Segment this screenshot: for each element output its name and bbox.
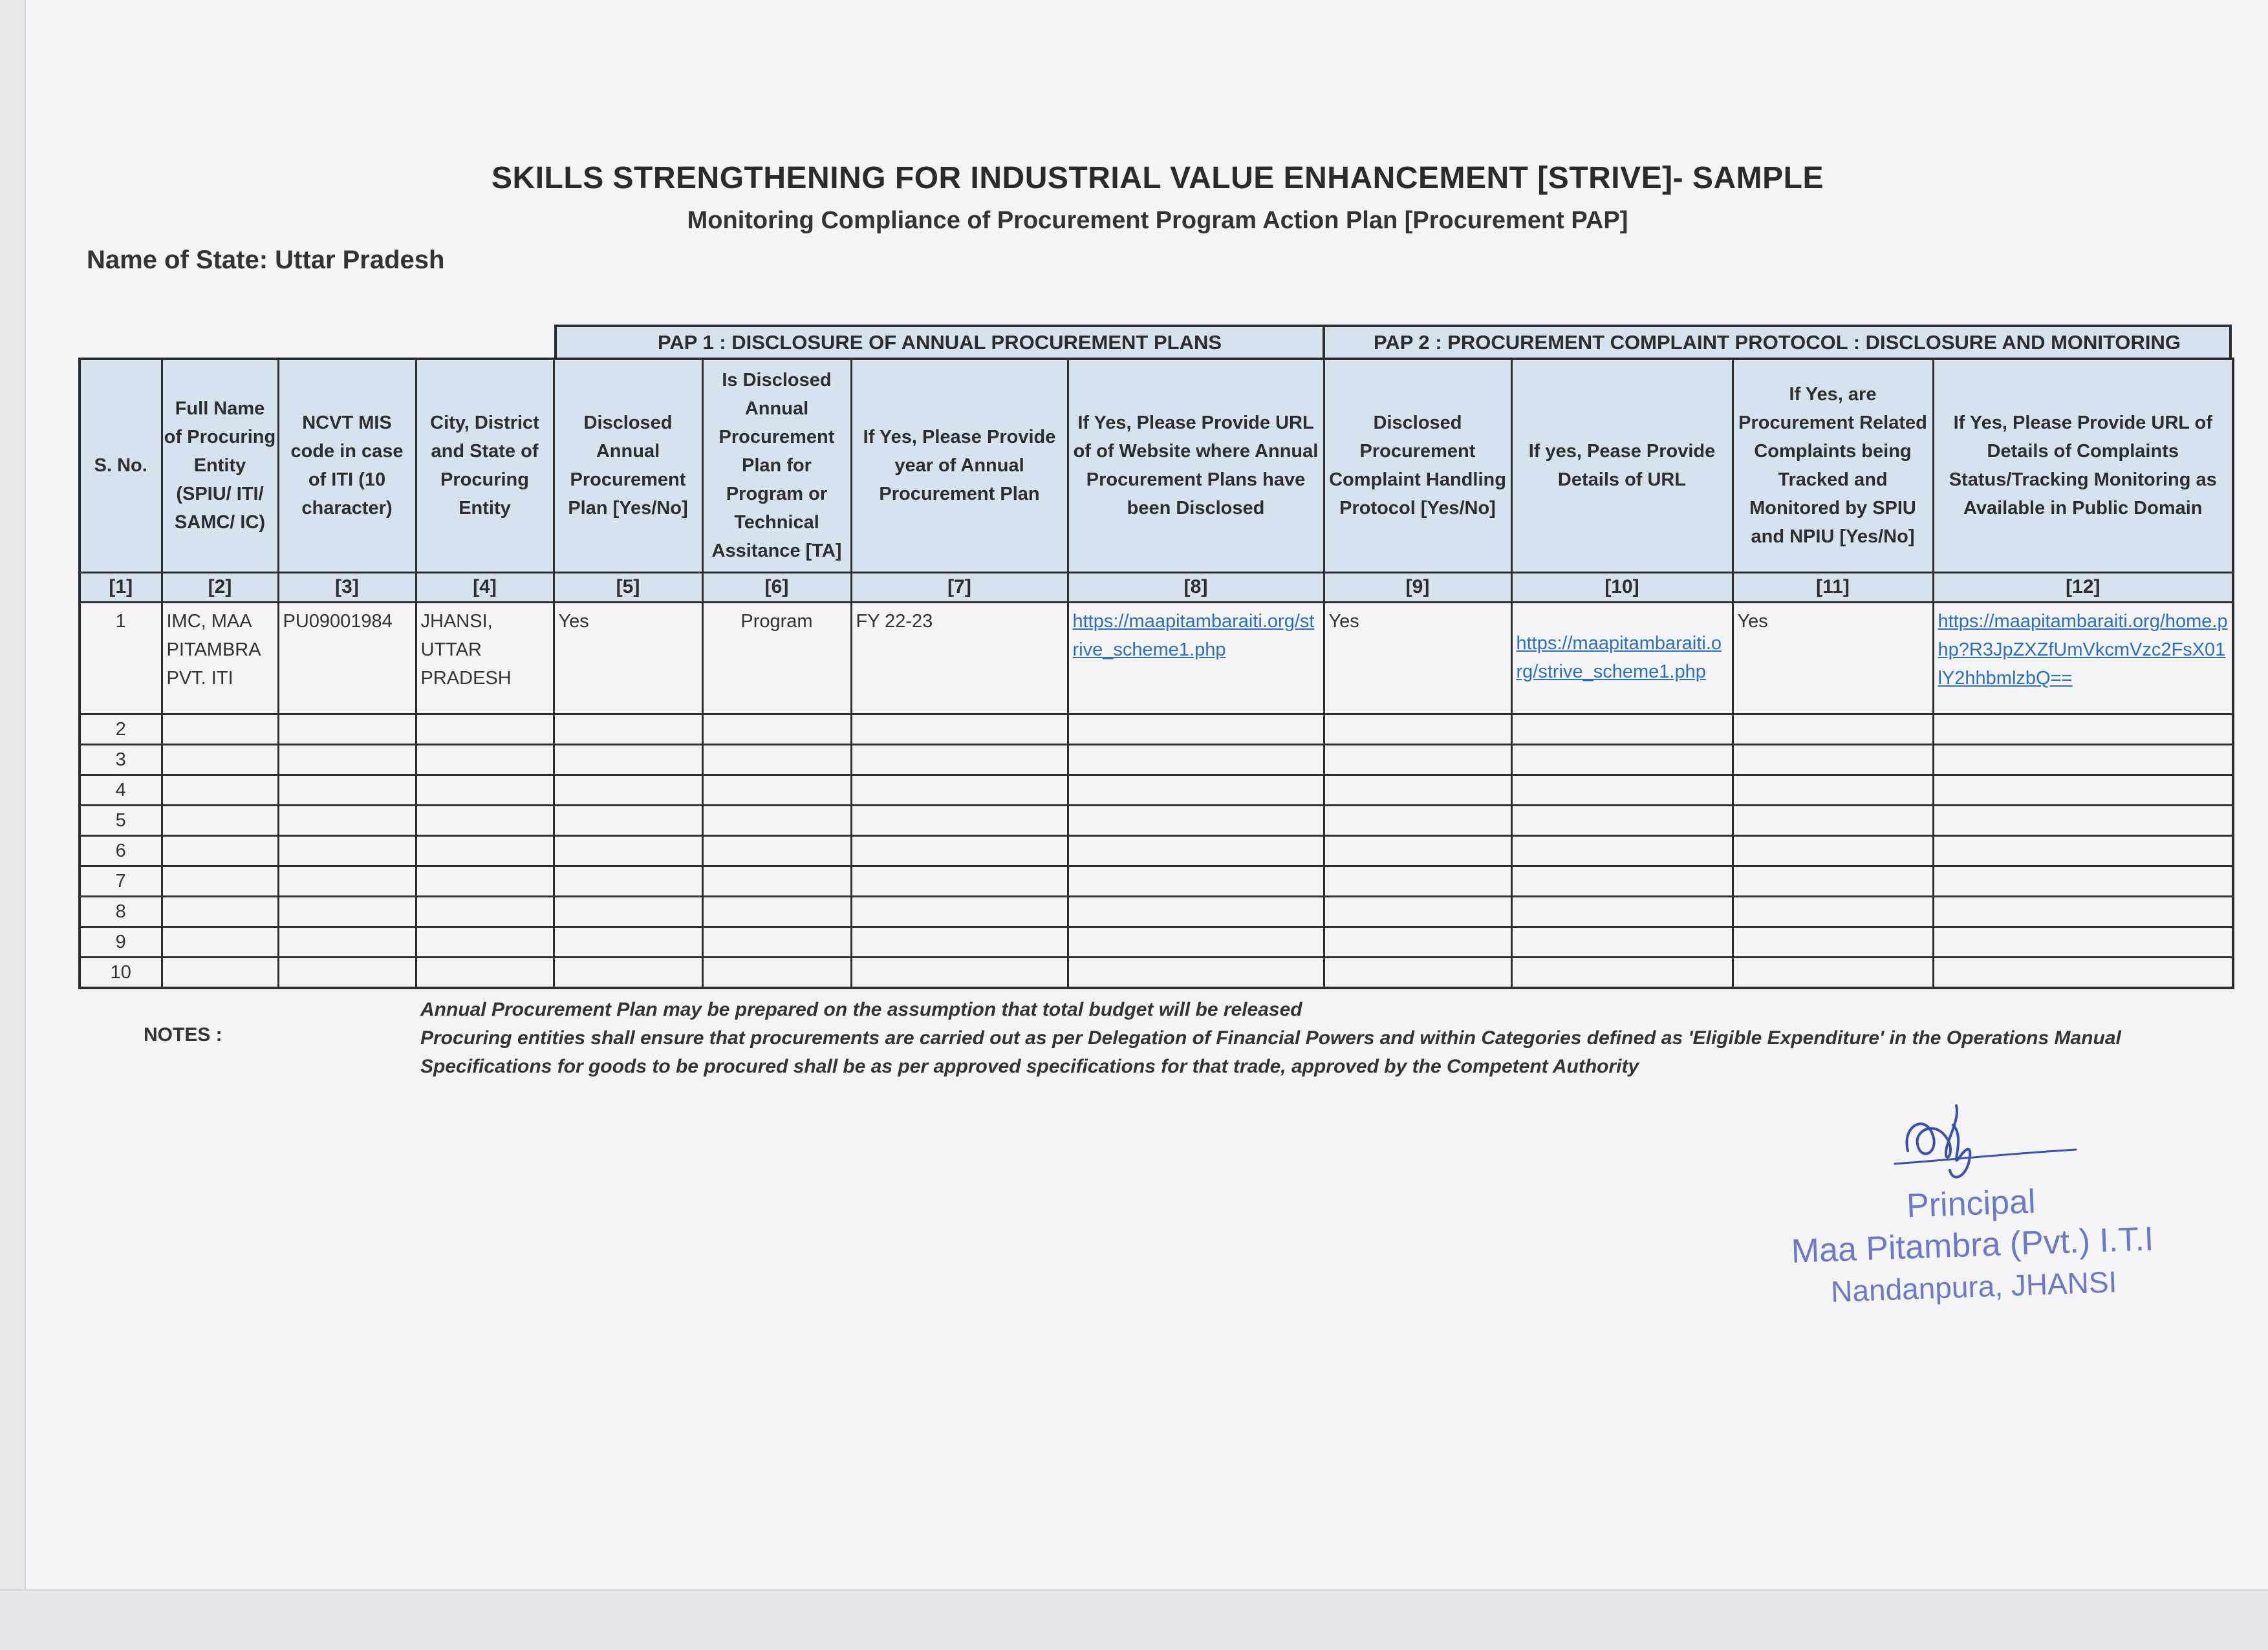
cell-year: FY 22-23 xyxy=(851,602,1068,714)
cell-empty xyxy=(1068,805,1324,835)
cell-empty xyxy=(702,927,851,957)
cell-sno: 4 xyxy=(80,775,162,805)
cell-url-status xyxy=(1933,602,2233,714)
cell-empty xyxy=(1324,896,1511,927)
cell-empty xyxy=(1733,927,1933,957)
cell-empty xyxy=(1324,835,1511,866)
cell-empty xyxy=(851,775,1068,805)
cell-empty xyxy=(416,866,554,896)
col-header-city: City, District and State of Procuring Entity xyxy=(416,359,554,572)
cell-empty xyxy=(702,896,851,927)
cell-ncvt: PU09001984 xyxy=(278,602,416,714)
notes-block xyxy=(420,996,2121,1081)
cell-empty xyxy=(1733,835,1933,866)
stamp-line: Maa Pitambra (Pvt.) I.T.I xyxy=(1790,1220,2155,1270)
principal-stamp xyxy=(1738,1175,2207,1315)
cell-empty xyxy=(1933,775,2233,805)
cell-empty xyxy=(702,866,851,896)
cell-empty xyxy=(1324,744,1511,775)
col-header-sno: S. No. xyxy=(80,359,162,572)
notes-label: NOTES : xyxy=(144,1024,222,1045)
cell-empty xyxy=(1511,714,1733,744)
cell-empty xyxy=(278,927,416,957)
cell-disclosed: Yes xyxy=(554,602,702,714)
cell-empty xyxy=(162,714,278,744)
col-number: [2] xyxy=(162,572,278,602)
cell-empty xyxy=(1068,714,1324,744)
cell-empty xyxy=(1068,835,1324,866)
document-title: SKILLS STRENGTHENING FOR INDUSTRIAL VALUE ENHANCEMENT [STRIVE]- SAMPLE xyxy=(491,161,1824,195)
cell-empty xyxy=(554,835,702,866)
url-plans-link[interactable]: https://maapitambaraiti.org/strive_scheme1.php xyxy=(1072,610,1315,660)
cell-empty xyxy=(162,957,278,988)
cell-tracked: Yes xyxy=(1733,602,1933,714)
cell-empty xyxy=(1324,775,1511,805)
cell-empty xyxy=(1511,805,1733,835)
table-row xyxy=(80,866,2233,896)
cell-empty xyxy=(702,775,851,805)
cell-program-ta: Program xyxy=(702,602,851,714)
col-number: [12] xyxy=(1933,572,2233,602)
cell-empty xyxy=(1933,866,2233,896)
cell-empty xyxy=(1511,775,1733,805)
cell-empty xyxy=(416,744,554,775)
cell-empty xyxy=(1733,896,1933,927)
pap1-group-header: PAP 1 : DISCLOSURE OF ANNUAL PROCUREMENT PLANS xyxy=(554,325,1325,358)
cell-empty xyxy=(1733,714,1933,744)
cell-empty xyxy=(162,927,278,957)
cell-empty xyxy=(278,775,416,805)
cell-empty xyxy=(1068,896,1324,927)
cell-url-plans xyxy=(1068,602,1324,714)
cell-empty xyxy=(1933,957,2233,988)
cell-empty xyxy=(162,866,278,896)
cell-empty xyxy=(1933,714,2233,744)
pap2-group-header: PAP 2 : PROCUREMENT COMPLAINT PROTOCOL : DISCLOSURE AND MONITORING xyxy=(1323,325,2232,358)
col-header-url-plans: If Yes, Please Provide URL of of Website where Annual Procurement Plans have been Disclosed xyxy=(1068,359,1324,572)
cell-empty xyxy=(1933,896,2233,927)
cell-sno: 5 xyxy=(80,805,162,835)
col-header-url-details: If yes, Pease Provide Details of URL xyxy=(1511,359,1733,572)
note-line: Procuring entities shall ensure that procurements are carried out as per Delegation of Financial Powers and within Categories defined as 'Eligible Expenditure' in the Operations Manual xyxy=(420,1027,2121,1049)
col-number: [8] xyxy=(1068,572,1324,602)
cell-empty xyxy=(416,775,554,805)
cell-empty xyxy=(851,714,1068,744)
cell-empty xyxy=(1324,957,1511,988)
table-row xyxy=(80,927,2233,957)
table-row xyxy=(80,744,2233,775)
cell-empty xyxy=(1733,957,1933,988)
cell-entity: IMC, MAA PITAMBRA PVT. ITI xyxy=(162,602,278,714)
cell-empty xyxy=(1511,927,1733,957)
cell-empty xyxy=(702,714,851,744)
table-row xyxy=(80,775,2233,805)
cell-empty xyxy=(1324,805,1511,835)
cell-empty xyxy=(1068,927,1324,957)
cell-empty xyxy=(554,744,702,775)
stamp-line: Principal xyxy=(1906,1183,2036,1225)
col-number: [4] xyxy=(416,572,554,602)
table-row xyxy=(80,835,2233,866)
col-number: [5] xyxy=(554,572,702,602)
cell-empty xyxy=(1511,744,1733,775)
col-header-program-ta: Is Disclosed Annual Procurement Plan for Program or Technical Assitance [TA] xyxy=(702,359,851,572)
cell-empty xyxy=(162,744,278,775)
procurement-table xyxy=(78,358,2234,989)
col-header-year: If Yes, Please Provide year of Annual Procurement Plan xyxy=(851,359,1068,572)
col-header-entity: Full Name of Procuring Entity (SPIU/ ITI/ SAMC/ IC) xyxy=(162,359,278,572)
col-number: [9] xyxy=(1324,572,1511,602)
cell-empty xyxy=(851,896,1068,927)
cell-empty xyxy=(851,927,1068,957)
cell-empty xyxy=(1933,835,2233,866)
col-number: [1] xyxy=(80,572,162,602)
cell-empty xyxy=(851,866,1068,896)
note-line: Specifications for goods to be procured shall be as per approved specifications for that trade, approved by the Competent Authority xyxy=(420,1056,1639,1077)
col-number: [11] xyxy=(1733,572,1933,602)
cell-sno: 7 xyxy=(80,866,162,896)
cell-empty xyxy=(1733,744,1933,775)
cell-sno: 3 xyxy=(80,744,162,775)
cell-empty xyxy=(851,744,1068,775)
cell-empty xyxy=(278,714,416,744)
cell-empty xyxy=(162,775,278,805)
cell-empty xyxy=(278,866,416,896)
cell-empty xyxy=(278,744,416,775)
cell-empty xyxy=(416,805,554,835)
table-header-row xyxy=(80,359,2233,572)
col-number: [3] xyxy=(278,572,416,602)
cell-empty xyxy=(554,805,702,835)
cell-sno: 6 xyxy=(80,835,162,866)
table-row xyxy=(80,714,2233,744)
cell-empty xyxy=(1511,866,1733,896)
scan-edge-left xyxy=(0,0,26,1649)
cell-empty xyxy=(1068,744,1324,775)
cell-empty xyxy=(1933,744,2233,775)
cell-empty xyxy=(416,957,554,988)
cell-empty xyxy=(1324,927,1511,957)
col-header-ncvt: NCVT MIS code in case of ITI (10 character) xyxy=(278,359,416,572)
table-row xyxy=(80,805,2233,835)
table-row xyxy=(80,957,2233,988)
col-header-protocol: Disclosed Procurement Complaint Handling Protocol [Yes/No] xyxy=(1324,359,1511,572)
table-row xyxy=(80,896,2233,927)
col-number: [10] xyxy=(1511,572,1733,602)
cell-empty xyxy=(416,927,554,957)
cell-empty xyxy=(1068,775,1324,805)
cell-empty xyxy=(554,957,702,988)
cell-empty xyxy=(554,866,702,896)
column-number-row xyxy=(80,572,2233,602)
cell-empty xyxy=(278,957,416,988)
cell-empty xyxy=(554,714,702,744)
cell-empty xyxy=(162,896,278,927)
cell-empty xyxy=(1733,805,1933,835)
url-status-link[interactable]: https://maapitambaraiti.org/home.php?R3JpZXZfUmVkcmVzc2FsX01lY2hhbmlzbQ== xyxy=(1938,610,2228,689)
cell-empty xyxy=(1068,957,1324,988)
cell-empty xyxy=(851,805,1068,835)
state-name: Name of State: Uttar Pradesh xyxy=(87,246,445,274)
cell-sno: 8 xyxy=(80,896,162,927)
cell-empty xyxy=(554,896,702,927)
cell-empty xyxy=(1733,775,1933,805)
cell-empty xyxy=(162,835,278,866)
cell-empty xyxy=(1511,835,1733,866)
cell-city: JHANSI, UTTAR PRADESH xyxy=(416,602,554,714)
cell-empty xyxy=(1933,927,2233,957)
col-header-disclosed-plan: Disclosed Annual Procurement Plan [Yes/No] xyxy=(554,359,702,572)
cell-empty xyxy=(162,805,278,835)
cell-sno: 1 xyxy=(80,602,162,714)
cell-empty xyxy=(416,835,554,866)
cell-empty xyxy=(278,835,416,866)
cell-empty xyxy=(702,744,851,775)
cell-empty xyxy=(416,896,554,927)
col-number: [7] xyxy=(851,572,1068,602)
stamp-line: Nandanpura, JHANSI xyxy=(1830,1265,2118,1309)
cell-sno: 2 xyxy=(80,714,162,744)
cell-empty xyxy=(1324,866,1511,896)
cell-url-details xyxy=(1511,602,1733,714)
cell-protocol: Yes xyxy=(1324,602,1511,714)
col-number: [6] xyxy=(702,572,851,602)
document-subtitle: Monitoring Compliance of Procurement Program Action Plan [Procurement PAP] xyxy=(687,207,1628,234)
cell-empty xyxy=(851,835,1068,866)
cell-empty xyxy=(702,835,851,866)
col-header-tracked: If Yes, are Procurement Related Complaints being Tracked and Monitored by SPIU and NPIU [Yes/No] xyxy=(1733,359,1933,572)
cell-empty xyxy=(278,896,416,927)
cell-empty xyxy=(1324,714,1511,744)
cell-empty xyxy=(1068,866,1324,896)
url-details-link[interactable]: https://maapitambaraiti.org/strive_scheme1.php xyxy=(1516,632,1722,682)
cell-empty xyxy=(851,957,1068,988)
cell-empty xyxy=(278,805,416,835)
note-line: Annual Procurement Plan may be prepared on the assumption that total budget will be released xyxy=(420,999,1302,1020)
cell-empty xyxy=(1511,957,1733,988)
cell-empty xyxy=(702,805,851,835)
cell-empty xyxy=(702,957,851,988)
cell-empty xyxy=(554,927,702,957)
cell-empty xyxy=(1733,866,1933,896)
cell-empty xyxy=(1933,805,2233,835)
cell-sno: 10 xyxy=(80,957,162,988)
scan-edge-bottom xyxy=(0,1589,2268,1650)
cell-empty xyxy=(1511,896,1733,927)
cell-sno: 9 xyxy=(80,927,162,957)
table-row xyxy=(80,602,2233,714)
col-header-url-status: If Yes, Please Provide URL of Details of Complaints Status/Tracking Monitoring as Available in Public Domain xyxy=(1933,359,2233,572)
cell-empty xyxy=(416,714,554,744)
cell-empty xyxy=(554,775,702,805)
